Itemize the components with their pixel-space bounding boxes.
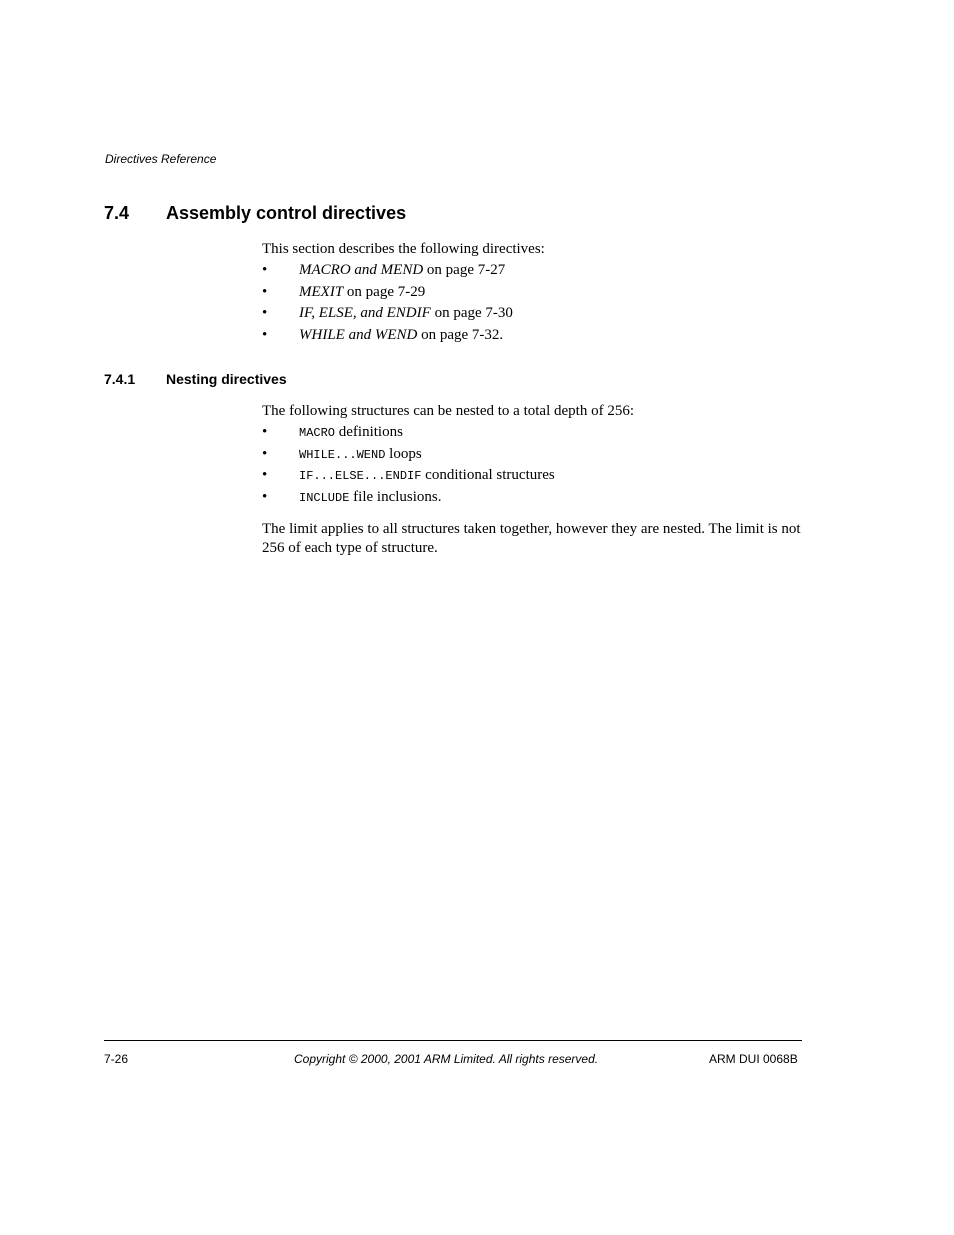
list-item <box>262 260 513 282</box>
page-reference: on page 7-27 <box>423 262 506 278</box>
page-number: 7-26 <box>104 1052 129 1066</box>
list-item <box>262 487 555 509</box>
page-reference: on page 7-32. <box>417 327 504 344</box>
cross-reference-link[interactable]: IF, ELSE, and ENDIF <box>299 305 431 322</box>
page-reference: on page 7-29 <box>343 283 426 300</box>
subsection-heading <box>104 371 287 387</box>
bullet: • <box>262 467 268 484</box>
subsection-title: Nesting directives <box>166 371 287 387</box>
copyright-notice: Copyright © 2000, 2001 ARM Limited. All rights reserved. <box>294 1052 599 1066</box>
subsection-intro: The following structures can be nested to a total depth of 256: <box>262 403 634 419</box>
list-item <box>262 303 513 325</box>
cross-reference-link[interactable]: WHILE and WEND <box>299 327 418 344</box>
code-term: INCLUDE <box>299 491 350 506</box>
section-title: Assembly control directives <box>166 203 407 223</box>
item-text: definitions <box>335 424 403 440</box>
document-id: ARM DUI 0068B <box>709 1052 798 1066</box>
page-reference: on page 7-30 <box>430 305 513 322</box>
code-term: WHILE...WEND <box>299 447 386 462</box>
bullet: • <box>262 305 268 322</box>
bullet: • <box>262 445 268 462</box>
directive-list <box>262 260 513 347</box>
section-number: 7.4 <box>104 203 130 223</box>
bullet: • <box>262 489 268 506</box>
item-text: loops <box>385 445 422 462</box>
nesting-structure-list <box>262 422 555 509</box>
section-intro: This section describes the following directives: <box>262 241 545 257</box>
bullet: • <box>262 262 268 278</box>
cross-reference-link[interactable]: MEXIT <box>299 283 344 300</box>
code-term: MACRO <box>299 426 336 440</box>
item-text: conditional structures <box>421 467 555 484</box>
list-item <box>262 422 555 444</box>
footer-divider <box>104 1040 802 1041</box>
bullet: • <box>262 283 268 300</box>
cross-reference-link[interactable]: MACRO and MEND <box>299 262 424 278</box>
running-header: Directives Reference <box>105 152 217 166</box>
section-heading <box>104 203 406 224</box>
item-text: file inclusions. <box>349 489 442 506</box>
closing-paragraph: The limit applies to all structures taken together, however they are nested. The limit is not 256 of each type of structure. <box>262 521 801 556</box>
list-item <box>262 325 513 347</box>
list-item <box>262 465 555 487</box>
bullet: • <box>262 327 268 344</box>
subsection-number: 7.4.1 <box>104 371 136 387</box>
list-item <box>262 282 513 304</box>
code-term: IF...ELSE...ENDIF <box>299 469 422 484</box>
list-item <box>262 444 555 466</box>
bullet: • <box>262 424 268 440</box>
